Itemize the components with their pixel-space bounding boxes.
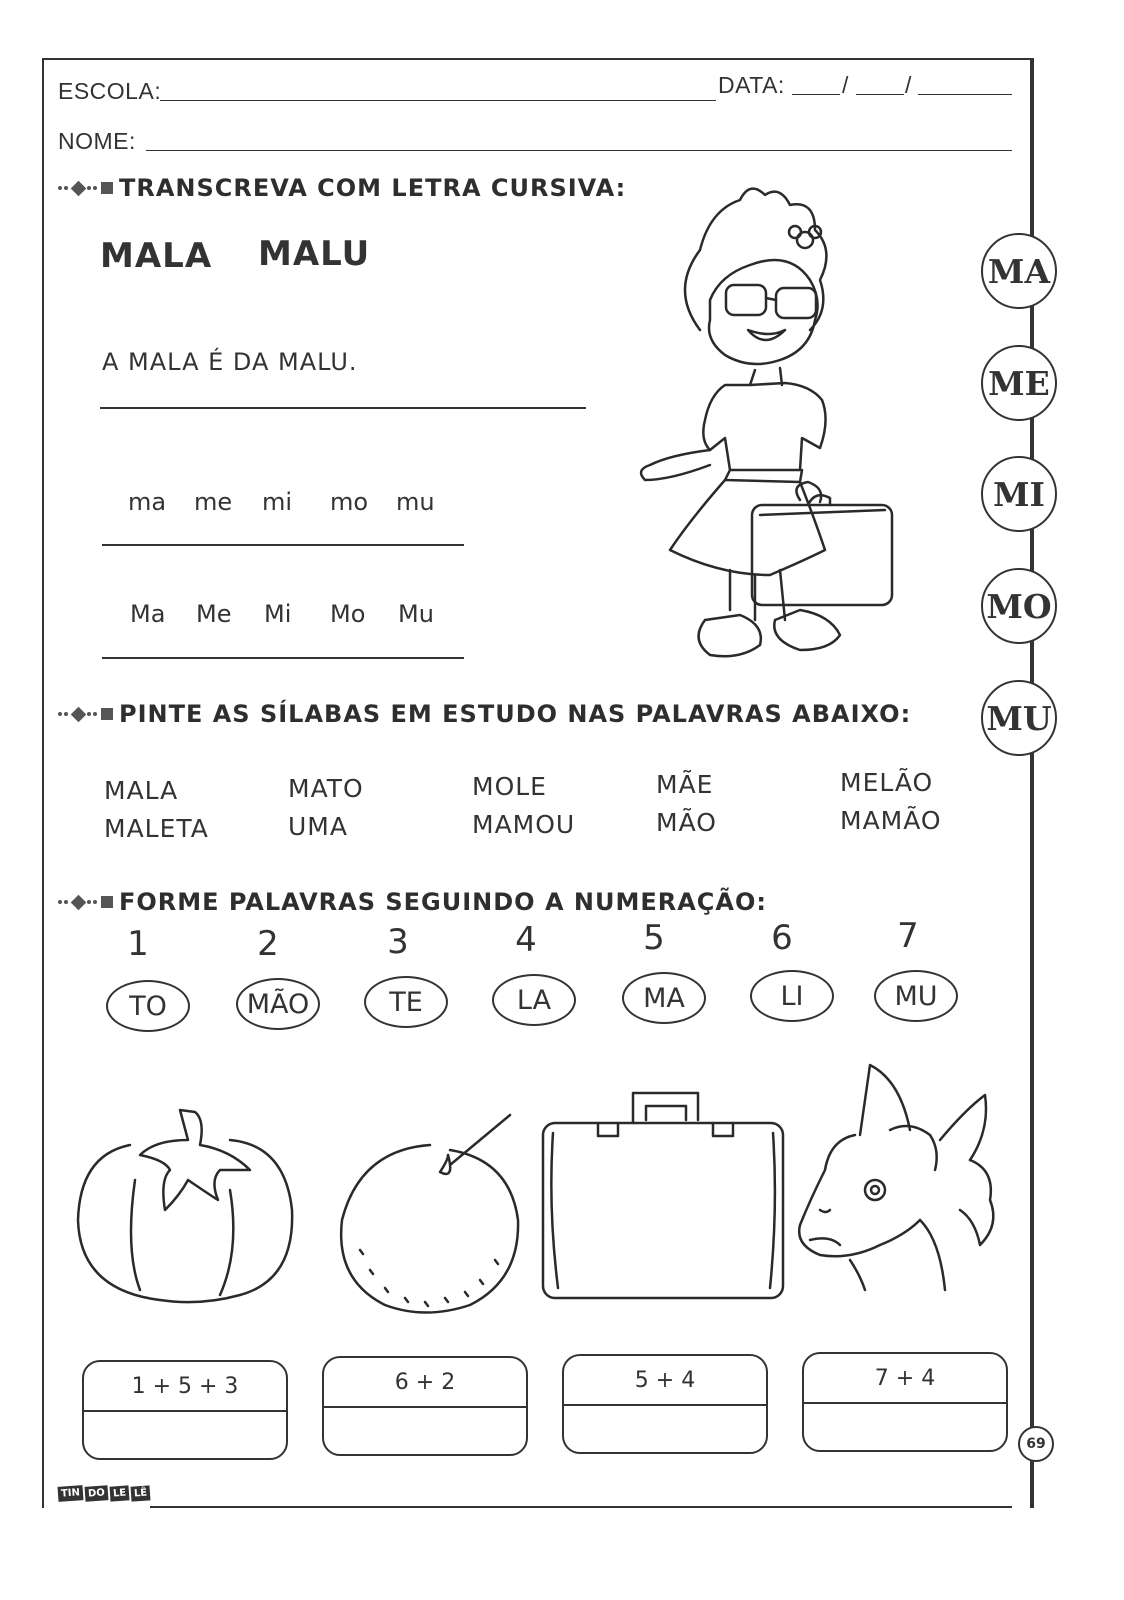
syllable-me: me [194, 488, 233, 516]
side-syllable-mo: MO [981, 568, 1057, 644]
nome-label: NOME: [58, 128, 136, 154]
answer-box-2[interactable] [322, 1356, 528, 1456]
word-mamao[interactable]: MAMÃO [840, 806, 942, 835]
sum-label-1: 1 + 5 + 3 [131, 1374, 239, 1399]
syllable-oval-mu: MU [874, 970, 958, 1022]
sum-label-4: 7 + 4 [874, 1366, 936, 1391]
syllable-Mi: Mi [264, 600, 292, 628]
orange-illustration [330, 1110, 530, 1320]
section-title-transcreva: TRANSCREVA COM LETRA CURSIVA: [58, 174, 626, 202]
data-label: DATA: [718, 72, 785, 98]
side-syllable-ma: MA [981, 233, 1057, 309]
number-7: 7 [897, 916, 919, 956]
word-malu: MALU [258, 234, 371, 274]
bullet-icon [58, 708, 113, 720]
number-2: 2 [257, 924, 279, 964]
suitcase-illustration [538, 1088, 788, 1308]
syllable-Ma: Ma [130, 600, 166, 628]
girl-with-suitcase-illustration [630, 180, 910, 670]
answer-line-4 [804, 1402, 1006, 1404]
word-uma[interactable]: UMA [288, 812, 348, 841]
syllable-Mo: Mo [330, 600, 366, 628]
answer-line-3 [564, 1404, 766, 1406]
sum-label-3: 5 + 4 [634, 1368, 696, 1393]
bottom-border [150, 1506, 1012, 1508]
write-line-upper[interactable] [102, 657, 464, 659]
word-mao[interactable]: MÃO [656, 808, 717, 837]
word-mamou[interactable]: MAMOU [472, 810, 576, 839]
bullet-icon [58, 896, 113, 908]
number-3: 3 [387, 922, 409, 962]
word-mala[interactable]: MALA [104, 776, 179, 805]
data-year-field[interactable] [918, 94, 1012, 95]
answer-line-1 [84, 1410, 286, 1412]
escola-label: ESCOLA: [58, 78, 162, 104]
side-syllable-mi: MI [981, 456, 1057, 532]
syllable-oval-la: LA [492, 974, 576, 1026]
sum-label-2: 6 + 2 [394, 1370, 456, 1395]
side-syllable-me: ME [981, 345, 1057, 421]
answer-box-4[interactable] [802, 1352, 1008, 1452]
page-number: 69 [1018, 1426, 1054, 1462]
number-1: 1 [127, 924, 149, 964]
syllable-oval-mao: MÃO [236, 978, 320, 1030]
syllable-ma: ma [128, 488, 167, 516]
answer-line-2 [324, 1406, 526, 1408]
syllable-Mu: Mu [398, 600, 434, 628]
syllable-mi: mi [262, 488, 293, 516]
data-day-field[interactable] [792, 94, 840, 95]
horse-illustration [790, 1060, 1010, 1290]
section-title-forme: FORME PALAVRAS SEGUINDO A NUMERAÇÃO: [58, 888, 767, 916]
word-mala: MALA [100, 236, 213, 276]
syllable-oval-li: LI [750, 970, 834, 1022]
syllable-mo: mo [330, 488, 369, 516]
syllable-oval-to: TO [106, 980, 190, 1032]
sentence: A MALA É DA MALU. [102, 348, 358, 376]
data-sep-1: / [842, 72, 849, 98]
write-line-sentence[interactable] [100, 407, 586, 409]
nome-field[interactable] [146, 150, 1012, 151]
write-line-lower[interactable] [102, 544, 464, 546]
syllable-oval-ma: MA [622, 972, 706, 1024]
section-title-pinte: PINTE AS SÍLABAS EM ESTUDO NAS PALAVRAS ABAIXO: [58, 700, 911, 728]
word-maleta[interactable]: MALETA [104, 814, 209, 843]
syllable-oval-te: TE [364, 976, 448, 1028]
number-4: 4 [515, 920, 537, 960]
tomato-illustration [70, 1100, 300, 1310]
word-mato[interactable]: MATO [288, 774, 364, 803]
answer-box-1[interactable] [82, 1360, 288, 1460]
word-mole[interactable]: MOLE [472, 772, 547, 801]
syllable-mu: mu [396, 488, 435, 516]
data-month-field[interactable] [856, 94, 904, 95]
answer-box-3[interactable] [562, 1354, 768, 1454]
number-5: 5 [643, 918, 665, 958]
bullet-icon [58, 182, 113, 194]
escola-field[interactable] [160, 100, 716, 101]
publisher-logo: TIN DO LE LÊ [58, 1486, 150, 1501]
syllable-Me: Me [196, 600, 232, 628]
word-mae[interactable]: MÃE [656, 770, 714, 799]
word-melao[interactable]: MELÃO [840, 768, 934, 797]
side-syllable-mu: MU [981, 680, 1057, 756]
data-sep-2: / [905, 72, 912, 98]
number-6: 6 [771, 918, 793, 958]
